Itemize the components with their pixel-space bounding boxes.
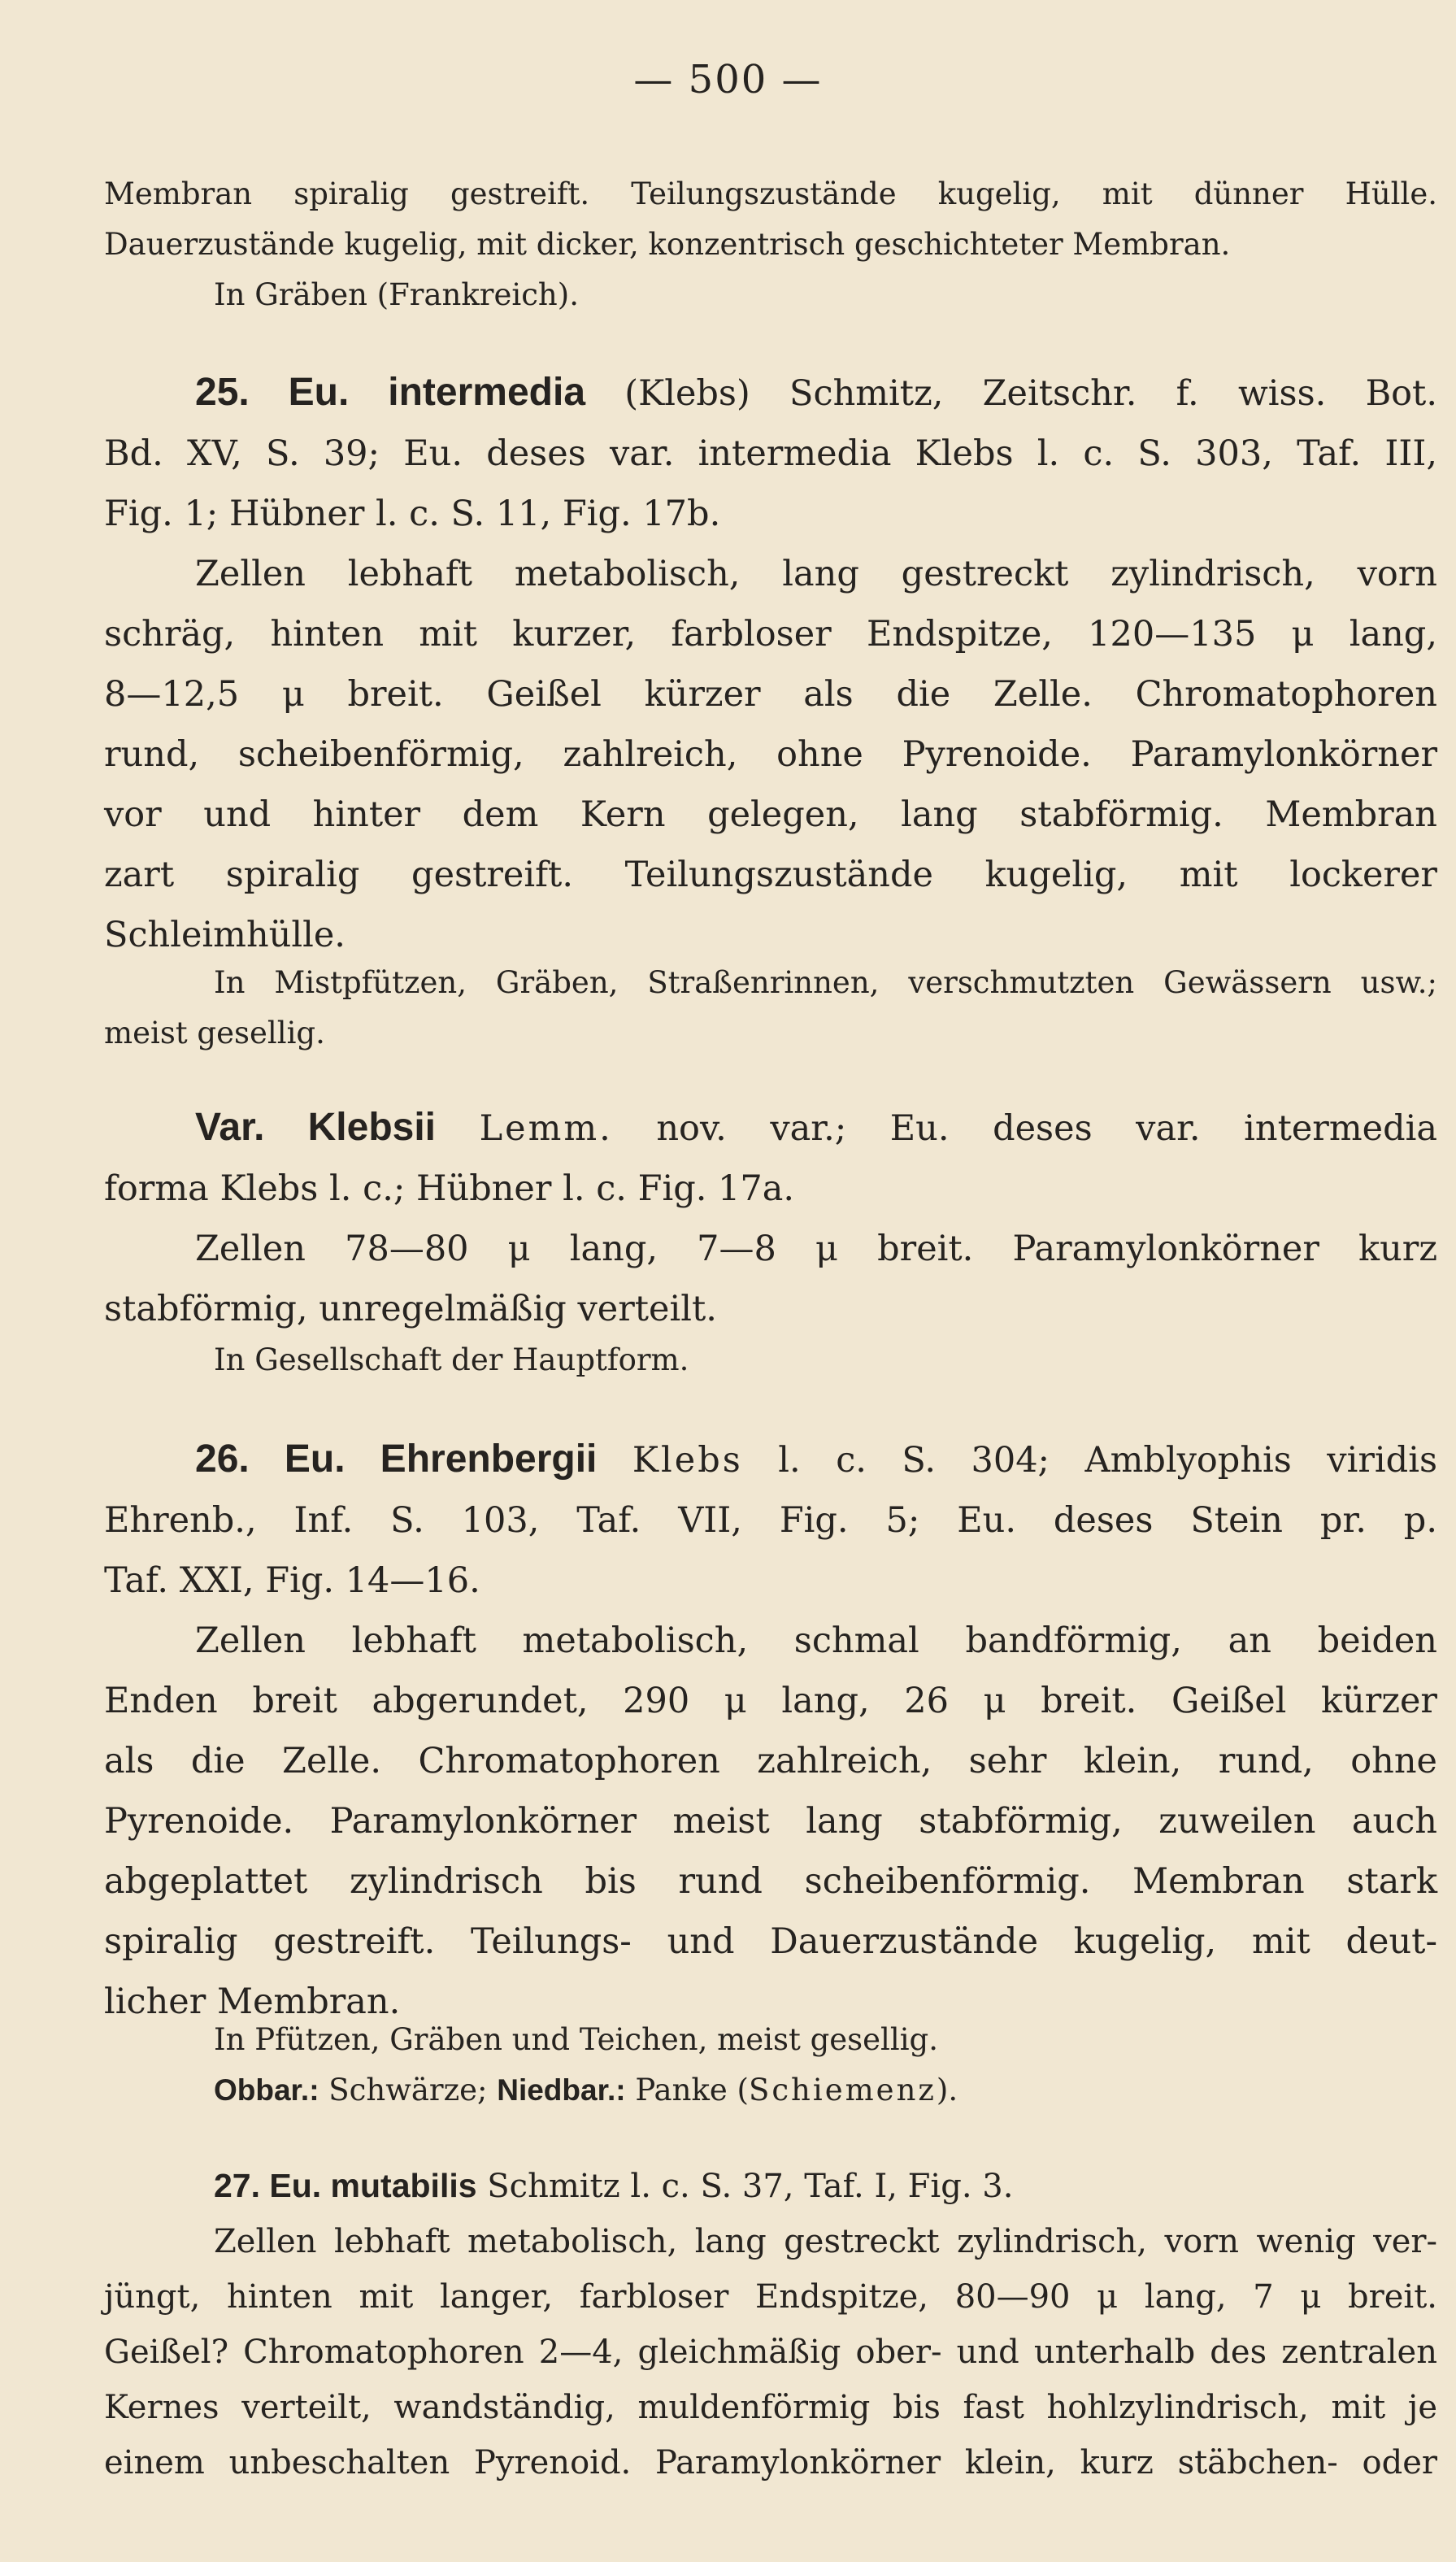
- var-klebsii-description: Zellen 78—80 μ lang, 7—8 μ breit. Paramylonkörner kurz: [195, 1229, 1437, 1269]
- species-25-description: Schleimhülle.: [104, 915, 346, 955]
- species-25-description: rund, scheibenförmig, zahlreich, ohne Pyrenoide. Paramylonkörner: [104, 734, 1437, 775]
- niedbar-close: ).: [936, 2073, 958, 2107]
- species-27-reference: Schmitz l. c. S. 37, Taf. I, Fig. 3.: [487, 2168, 1014, 2205]
- species-27-description: einem unbeschalten Pyrenoid. Paramylonkörner klein, kurz stäbchen- oder: [104, 2444, 1437, 2482]
- species-26-description: spiralig gestreift. Teilungs- und Dauerzustände kugelig, mit deut-: [104, 1921, 1437, 1962]
- species-27-heading: 27. Eu. mutabilis: [214, 2167, 477, 2204]
- intro-block: [104, 169, 1437, 320]
- species-25-description: 8—12,5 μ breit. Geißel kürzer als die Zelle. Chromatophoren: [104, 674, 1437, 715]
- species-26-heading: 26. Eu. Ehrenbergii: [195, 1438, 598, 1481]
- species-25-reference: (Klebs) Schmitz, Zeitschr. f. wiss. Bot.: [624, 373, 1438, 414]
- species-25-habitat: [104, 958, 1437, 1059]
- species-25-entry: [104, 363, 1437, 965]
- obbar-text: Schwärze;: [328, 2073, 488, 2107]
- species-25-description: vor und hinter dem Kern gelegen, lang stabförmig. Membran: [104, 794, 1437, 835]
- species-26-reference: Ehrenb., Inf. S. 103, Taf. VII, Fig. 5; Eu. deses Stein pr. p.: [104, 1500, 1437, 1541]
- species-27-description: Geißel? Chromatophoren 2—4, gleichmäßig ober- und unterhalb des zentralen: [104, 2334, 1437, 2371]
- var-klebsii-description: stabförmig, unregelmäßig verteilt.: [104, 1289, 717, 1329]
- var-klebsii-reference: nov. var.; Eu. deses var. intermedia: [656, 1108, 1438, 1149]
- var-klebsii-author: Lemm.: [479, 1108, 613, 1149]
- niedbar-text: Panke (: [635, 2073, 749, 2107]
- species-25-heading: 25. Eu. intermedia: [195, 371, 586, 414]
- species-26-description: abgeplattet zylindrisch bis rund scheibenförmig. Membran stark: [104, 1861, 1437, 1902]
- species-26-description: als die Zelle. Chromatophoren zahlreich, sehr klein, rund, ohne: [104, 1741, 1437, 1781]
- collector-name: Schiemenz: [748, 2073, 937, 2107]
- species-26-reference: l. c. S. 304; Amblyophis viridis: [778, 1440, 1438, 1481]
- intro-line: Membran spiralig gestreift. Teilungszustände kugelig, mit dünner Hülle.: [104, 176, 1437, 211]
- species-25-reference: Bd. XV, S. 39; Eu. deses var. intermedia Klebs l. c. S. 303, Taf. III,: [104, 433, 1437, 474]
- species-26-habitat: [104, 2015, 1437, 2116]
- intro-line: Dauerzustände kugelig, mit dicker, konzentrisch geschichteter Membran.: [104, 227, 1231, 262]
- species-26-description: Pyrenoide. Paramylonkörner meist lang stabförmig, zuweilen auch: [104, 1801, 1437, 1842]
- obbar-label: Obbar.:: [214, 2073, 319, 2107]
- species-26-reference: Taf. XXI, Fig. 14—16.: [104, 1560, 480, 1601]
- species-26-description: Enden breit abgerundet, 290 μ lang, 26 μ breit. Geißel kürzer: [104, 1681, 1437, 1721]
- species-25-description: schräg, hinten mit kurzer, farbloser Endspitze, 120—135 μ lang,: [104, 614, 1437, 655]
- species-26-description: licher Membran.: [104, 1981, 401, 2022]
- habitat-line: meist gesellig.: [104, 1016, 325, 1050]
- locality-line: [104, 2065, 1437, 2116]
- habitat-line: In Gesellschaft der Hauptform.: [214, 1342, 689, 1377]
- page-number: — 500 —: [633, 57, 823, 102]
- species-25-reference: Fig. 1; Hübner l. c. S. 11, Fig. 17b.: [104, 494, 721, 534]
- species-26-author: Klebs: [632, 1440, 743, 1481]
- species-25-description: zart spiralig gestreift. Teilungszustände kugelig, mit lockerer: [104, 855, 1437, 895]
- species-26-entry: [104, 1429, 1437, 2032]
- species-26-description: Zellen lebhaft metabolisch, schmal bandförmig, an beiden: [195, 1620, 1437, 1661]
- species-27-entry: [104, 2158, 1437, 2490]
- var-klebsii-reference: forma Klebs l. c.; Hübner l. c. Fig. 17a.: [104, 1168, 795, 1209]
- species-27-description: Zellen lebhaft metabolisch, lang gestreckt zylindrisch, vorn wenig ver-: [214, 2223, 1437, 2260]
- intro-habitat: In Gräben (Frankreich).: [214, 277, 579, 312]
- species-27-description: jüngt, hinten mit langer, farbloser Endspitze, 80—90 μ lang, 7 μ breit.: [104, 2278, 1437, 2316]
- species-27-description: Kernes verteilt, wandständig, muldenförmig bis fast hohlzylindrisch, mit je: [104, 2389, 1437, 2426]
- habitat-line: In Pfützen, Gräben und Teichen, meist gesellig.: [214, 2022, 938, 2057]
- var-klebsii-habitat: [104, 1335, 1437, 1385]
- var-klebsii-heading: Var. Klebsii: [195, 1106, 437, 1149]
- niedbar-label: Niedbar.:: [497, 2073, 626, 2107]
- var-klebsii-entry: [104, 1098, 1437, 1339]
- habitat-line: In Mistpfützen, Gräben, Straßenrinnen, verschmutzten Gewässern usw.;: [214, 965, 1437, 1000]
- species-25-description: Zellen lebhaft metabolisch, lang gestreckt zylindrisch, vorn: [195, 554, 1437, 594]
